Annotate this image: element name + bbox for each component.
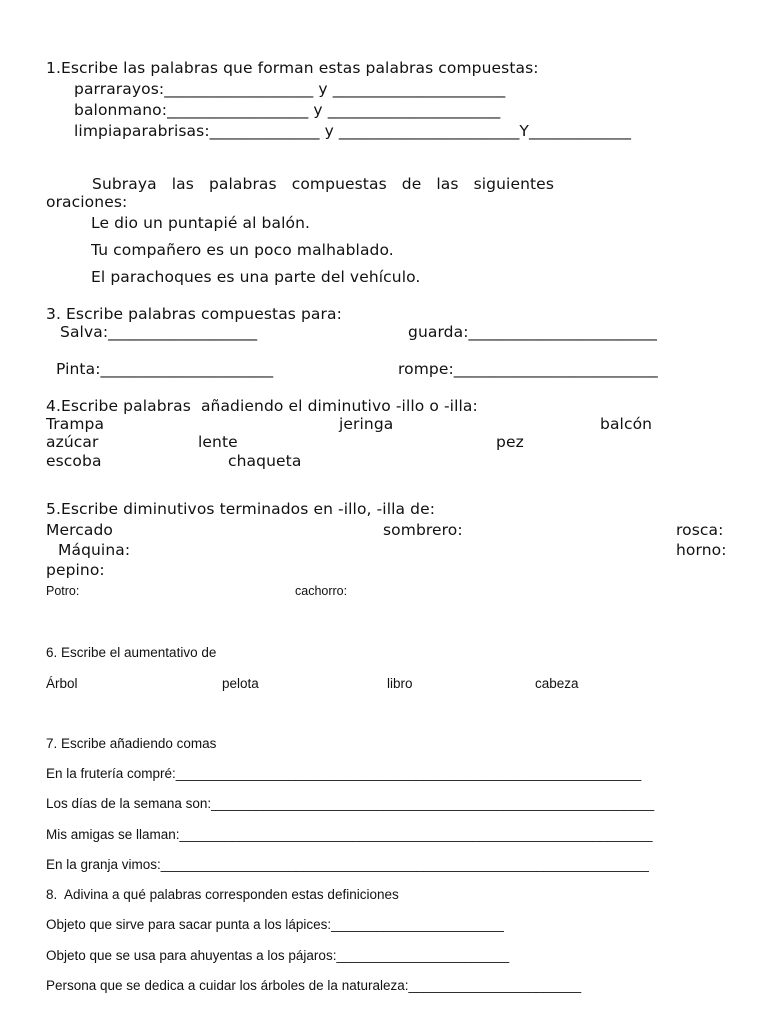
section-4-word: jeringa	[339, 415, 394, 433]
section-6-word: libro	[387, 676, 413, 691]
section-4-word: escoba	[46, 452, 102, 470]
section-1-line: limpiaparabrisas:______________ y _______________________Y_____________	[74, 122, 632, 140]
section-1-title: 1.Escribe las palabras que forman estas palabras compuestas:	[46, 59, 539, 77]
section-2-sentence: Le dio un puntapié al balón.	[91, 214, 311, 232]
section-6-title: 6. Escribe el aumentativo de	[46, 645, 217, 660]
section-3-salva: Salva:___________________	[60, 323, 258, 341]
section-5-word: cachorro:	[295, 584, 348, 598]
section-1-line: balonmano:__________________ y ______________________	[74, 101, 501, 119]
section-3-rompe: rompe:__________________________	[398, 360, 658, 378]
section-7-line: En la granja vimos:_________________________________________________________________	[46, 857, 649, 872]
section-6-word: pelota	[222, 676, 259, 691]
section-2-sentence: El parachoques es una parte del vehículo.	[91, 268, 421, 286]
section-6-word: Árbol	[46, 676, 78, 691]
section-2-intro: Subraya las palabras compuestas de las siguientes	[92, 175, 554, 193]
section-5-title: 5.Escribe diminutivos terminados en -illo, -illa de:	[46, 500, 436, 518]
section-8-line: Objeto que sirve para sacar punta a los lápices:_______________________	[46, 917, 504, 932]
section-5-word: rosca:	[676, 521, 724, 539]
section-8-line: Objeto que se usa para ahuyentas a los pájaros:_______________________	[46, 948, 510, 963]
section-6-word: cabeza	[535, 676, 579, 691]
section-5-word: horno:	[676, 541, 727, 559]
section-7-line: En la frutería compré:______________________________________________________________	[46, 766, 642, 781]
section-5-word: Potro:	[46, 584, 80, 598]
section-5-word: sombrero:	[383, 521, 463, 539]
section-4-word: chaqueta	[228, 452, 302, 470]
section-5-word: pepino:	[46, 561, 105, 579]
section-4-word: Trampa	[46, 415, 105, 433]
section-7-line: Mis amigas se llaman:_______________________________________________________________	[46, 827, 653, 842]
section-4-word: azúcar	[46, 433, 99, 451]
section-3-guarda: guarda:________________________	[408, 323, 657, 341]
section-8-line: Persona que se dedica a cuidar los árboles de la naturaleza:_______________________	[46, 978, 582, 993]
section-2-intro-cont: oraciones:	[46, 193, 128, 211]
section-7-title: 7. Escribe añadiendo comas	[46, 736, 217, 751]
section-4-word: lente	[198, 433, 238, 451]
section-5-word: Máquina:	[58, 541, 131, 559]
section-4-title: 4.Escribe palabras añadiendo el diminutivo -illo o -illa:	[46, 397, 478, 415]
section-4-word: pez	[496, 433, 524, 451]
section-3-title: 3. Escribe palabras compuestas para:	[46, 305, 342, 323]
section-5-word: Mercado	[46, 521, 113, 539]
section-4-word: balcón	[600, 415, 653, 433]
section-7-line: Los días de la semana son:___________________________________________________________	[46, 796, 655, 811]
section-2-sentence: Tu compañero es un poco malhablado.	[91, 241, 394, 259]
section-3-pinta: Pinta:______________________	[56, 360, 274, 378]
section-1-line: parrarayos:___________________ y ______________________	[74, 80, 506, 98]
section-8-title: 8. Adivina a qué palabras corresponden estas definiciones	[46, 887, 399, 902]
